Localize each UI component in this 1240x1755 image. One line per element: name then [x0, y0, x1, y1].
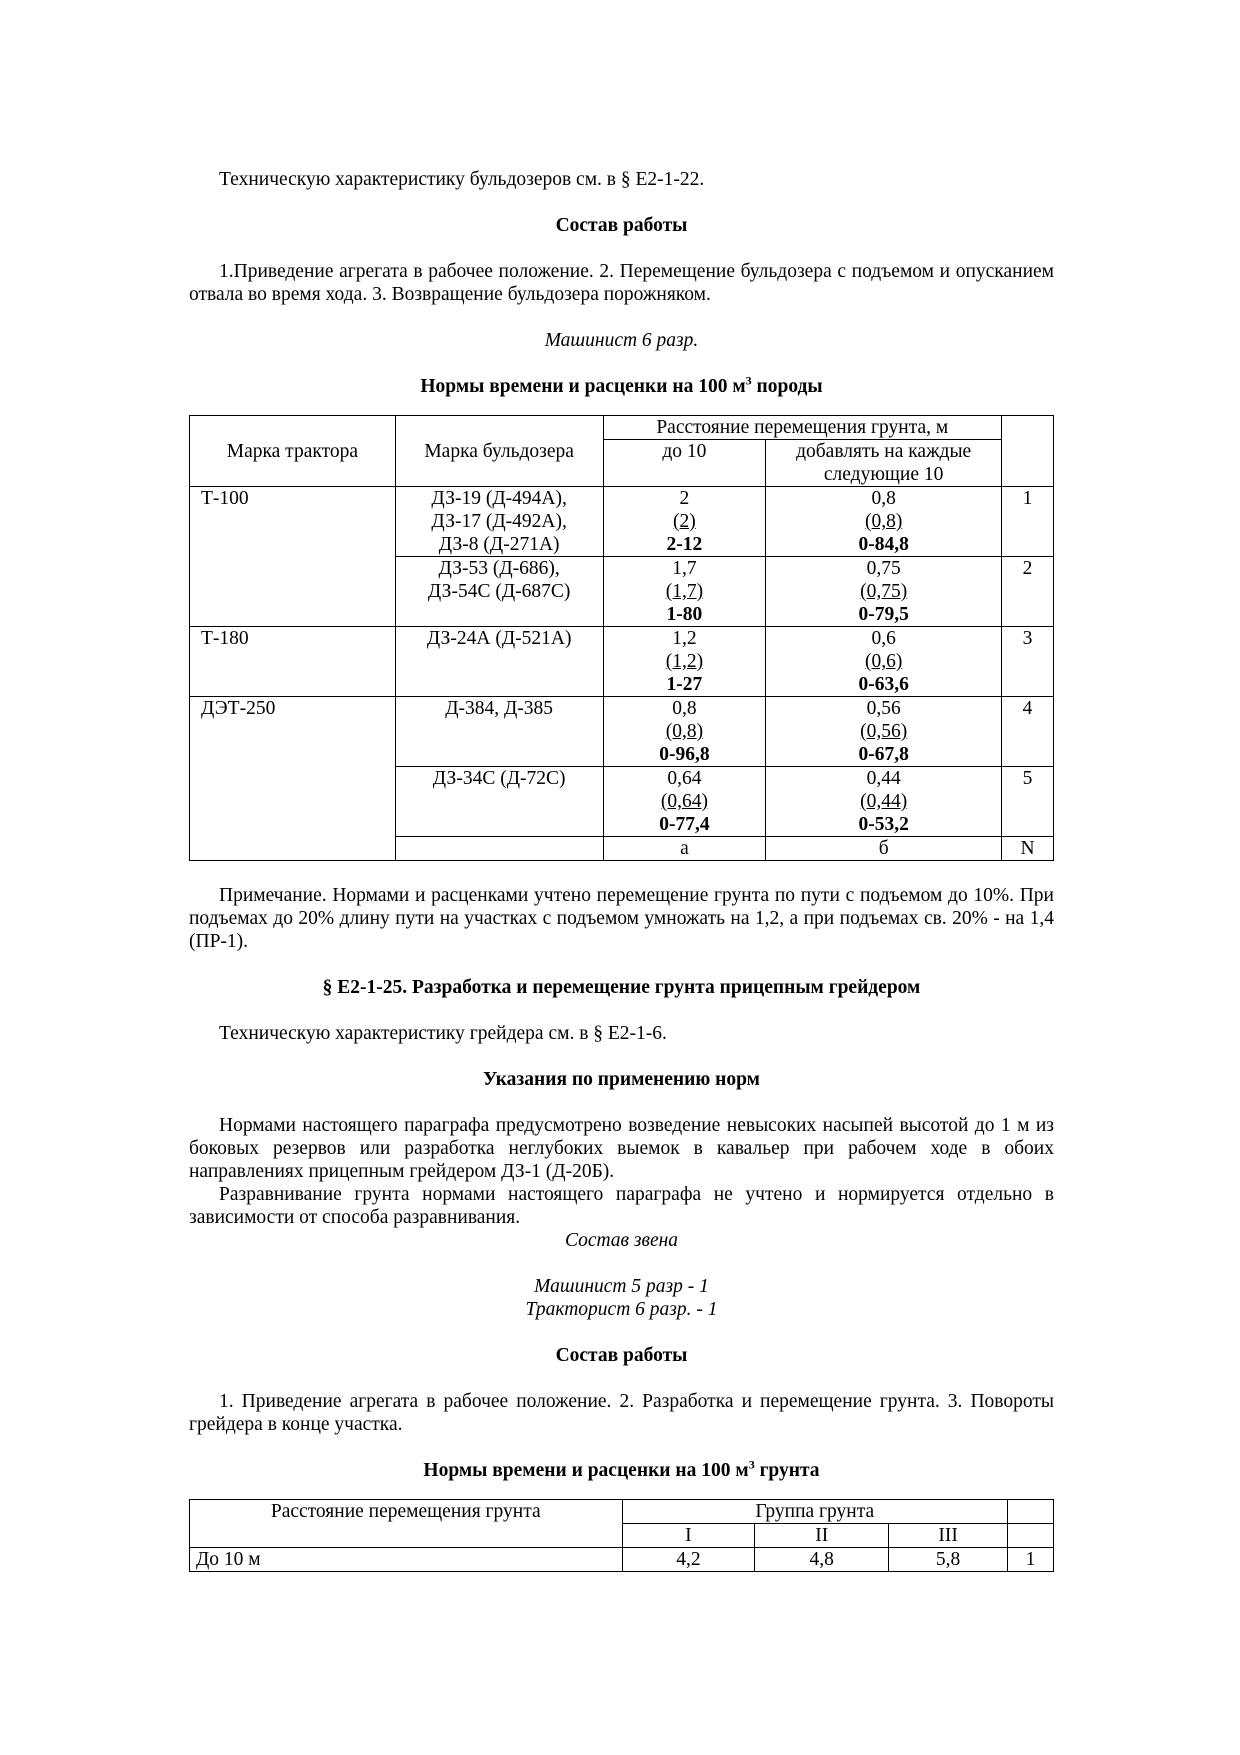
tech-spec-bulldozers: Техническую характеристику бульдозеров см. в § Е2-1-22.	[219, 169, 705, 190]
table-row	[190, 1548, 1054, 1572]
group-iii-header: III	[889, 1524, 1008, 1548]
footer-a-cell: а	[603, 837, 766, 861]
bulldozer-cell: ДЗ-19 (Д-494А), ДЗ-17 (Д-492А), ДЗ-8 (Д-271А)	[395, 487, 603, 557]
bulldozer-norms-table	[189, 415, 1054, 861]
table-header-row	[190, 416, 1054, 440]
col-n-header	[1002, 416, 1054, 487]
tech-spec-grader: Техническую характеристику грейдера см. в § Е2-1-6.	[219, 1023, 667, 1044]
heading-sostav-raboty-1: Состав работы	[555, 215, 688, 236]
value-b-cell: 0,75 (0,75) 0-79,5	[766, 557, 1002, 627]
work-composition-2: 1. Приведение агрегата в рабочее положение. 2. Разработка и перемещение грунта. 3. Повороты грейдера в конце участка.	[189, 1391, 1054, 1435]
value-b-cell: 0,6 (0,6) 0-63,6	[766, 627, 1002, 697]
col-n-subheader	[1008, 1524, 1054, 1548]
col-group-header: Группа грунта	[622, 1500, 1008, 1524]
col-add-header: добавлять на каждые следующие 10	[766, 440, 1002, 487]
heading-ukazaniya: Указания по применению норм	[483, 1069, 760, 1090]
table-row	[190, 487, 1054, 557]
value-a-cell: 1,2 (1,2) 1-27	[603, 627, 766, 697]
bulldozer-cell: ДЗ-53 (Д-686), ДЗ-54С (Д-687С)	[395, 557, 603, 627]
heading-sostav-raboty-2: Состав работы	[555, 1345, 688, 1366]
tractor-cell: ДЭТ-250	[190, 697, 396, 861]
row-number-cell: 2	[1002, 557, 1054, 627]
note-paragraph: Примечание. Нормами и расценками учтено перемещение грунта по пути с подъемом до 10%. При подъемах до 20% длину пути на участках с подъемом умножать на 1,2, а при подъемах св. 20% - на 1,4 (ПР-1).	[189, 885, 1054, 952]
col-distance-header: Расстояние перемещения грунта, м	[603, 416, 1002, 440]
crew-mashinist-6: Машинист 6 разр.	[544, 330, 699, 351]
value-b-cell: 0,56 (0,56) 0-67,8	[766, 697, 1002, 767]
group-i-header: I	[622, 1524, 755, 1548]
col-distance-header: Расстояние перемещения грунта	[190, 1500, 623, 1548]
crew-composition-heading: Состав звена	[564, 1230, 679, 1251]
value-a-cell: 0,64 (0,64) 0-77,4	[603, 767, 766, 837]
footer-empty-cell	[395, 837, 603, 861]
crew-mashinist-5: Машинист 5 разр - 1	[534, 1276, 709, 1297]
work-composition-1: 1.Приведение агрегата в рабочее положение. 2. Перемещение бульдозера с подъемом и опусканием отвала во время хода. 3. Возвращение бульдозера порожняком.	[189, 261, 1054, 305]
value-cell: 4,2	[622, 1548, 755, 1572]
tractor-cell: Т-100	[190, 487, 396, 627]
document-content	[189, 168, 1054, 1572]
footer-n-cell: N	[1002, 837, 1054, 861]
instructions-paragraph-1: Нормами настоящего параграфа предусмотрено возведение невысоких насыпей высотой до 1 м из боковых резервов или разработка неглубоких выемок в кавальер при рабочем ходе в обоих направлениях прицепным грейдером ДЗ-1 (Д-20Б).	[189, 1115, 1054, 1182]
bulldozer-cell: ДЗ-24А (Д-521А)	[395, 627, 603, 697]
value-b-cell: 0,8 (0,8) 0-84,8	[766, 487, 1002, 557]
tractor-cell: Т-180	[190, 627, 396, 697]
row-number-cell: 4	[1002, 697, 1054, 767]
norms-heading-1: Нормы времени и расценки на 100 $м^3$ породы	[420, 373, 823, 397]
bulldozer-cell: Д-384, Д-385	[395, 697, 603, 767]
instructions-paragraph-2: Разравнивание грунта нормами настоящего параграфа не учтено и нормируется отдельно в зависимости от способа разравнивания.	[189, 1184, 1054, 1228]
row-number-cell: 5	[1002, 767, 1054, 837]
distance-cell: До 10 м	[190, 1548, 623, 1572]
section-heading-e2-1-25: § Е2-1-25. Разработка и перемещение грунта прицепным грейдером	[322, 977, 921, 998]
col-upto10-header: до 10	[603, 440, 766, 487]
group-ii-header: II	[755, 1524, 889, 1548]
crew-traktorist-6: Тракторист 6 разр. - 1	[525, 1299, 718, 1320]
value-b-cell: 0,44 (0,44) 0-53,2	[766, 767, 1002, 837]
col-bulldozer-header: Марка бульдозера	[395, 416, 603, 487]
table-row	[190, 627, 1054, 697]
norms-heading-2: Нормы времени и расценки на 100 $м^3$ грунта	[423, 1457, 820, 1481]
value-a-cell: 0,8 (0,8) 0-96,8	[603, 697, 766, 767]
row-number-cell: 3	[1002, 627, 1054, 697]
row-number-cell: 1	[1002, 487, 1054, 557]
col-tractor-header: Марка трактора	[190, 416, 396, 487]
value-cell: 5,8	[889, 1548, 1008, 1572]
value-a-cell: 2 (2) 2-12	[603, 487, 766, 557]
value-a-cell: 1,7 (1,7) 1-80	[603, 557, 766, 627]
row-number-cell: 1	[1008, 1548, 1054, 1572]
value-cell: 4,8	[755, 1548, 889, 1572]
col-n-header	[1008, 1500, 1054, 1524]
bulldozer-cell: ДЗ-34С (Д-72С)	[395, 767, 603, 837]
grader-norms-table	[189, 1499, 1054, 1572]
footer-b-cell: б	[766, 837, 1002, 861]
table-header-row	[190, 1500, 1054, 1524]
table-row	[190, 697, 1054, 767]
